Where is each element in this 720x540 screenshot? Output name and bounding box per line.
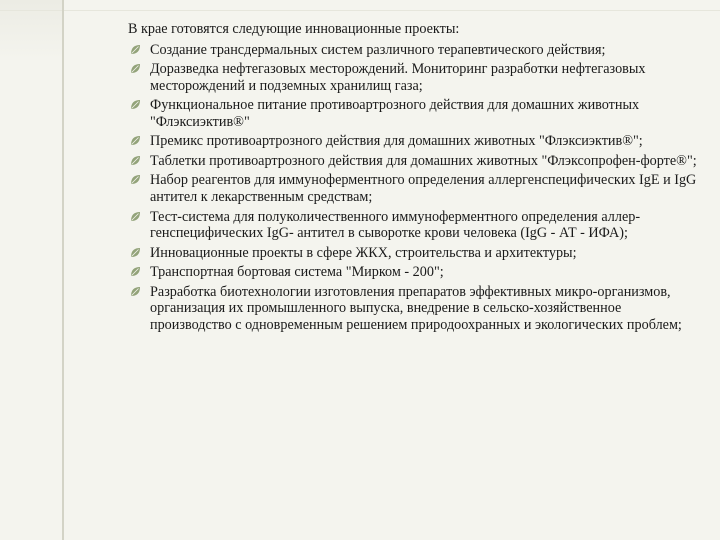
list-item xyxy=(128,264,700,281)
top-divider xyxy=(0,10,720,11)
corner-decoration xyxy=(0,0,62,60)
list-item-text: Создание трансдермальных систем различного терапевтического действия; xyxy=(150,41,606,58)
list-item xyxy=(128,245,700,262)
list-item-text: Разработка биотехнологии изготовления препаратов эффективных микро-организмов, организация их промышленного выпуска, внедрение в сельско-хозяйственное производство с одновременным решением природоохранных и экологических проблем; xyxy=(150,283,682,333)
list-item-text: Тест-система для полуколичественного иммуноферментного определения аллер-генспецифических IgG- антител в сыворотке крови человека (IgG - АТ - ИФА); xyxy=(150,208,641,242)
list-item xyxy=(128,61,700,94)
list-item xyxy=(128,209,700,242)
leaf-bullet-icon xyxy=(130,266,141,277)
list-item-text: Доразведка нефтегазовых месторождений. Мониторинг разработки нефтегазовых месторождений и подземных хранилищ газа; xyxy=(150,61,646,94)
list-item-text: Транспортная бортовая система "Мирком - 200"; xyxy=(150,264,444,281)
list-item-text: Премикс противоартрозного действия для домашних животных "Флэксиэктив®"; xyxy=(150,133,643,150)
leaf-bullet-icon xyxy=(130,135,141,146)
leaf-bullet-icon xyxy=(130,286,141,297)
left-divider xyxy=(62,0,64,540)
intro-text: В крае готовятся следующие инновационные проекты: xyxy=(128,21,460,37)
list-item-text: Функциональное питание противоартрозного действия для домашних животных "Флэксиэктив®" xyxy=(150,97,640,130)
list-item xyxy=(128,133,700,150)
projects-list xyxy=(128,42,700,334)
leaf-bullet-icon xyxy=(130,211,141,222)
list-item xyxy=(128,42,700,59)
list-item-text: Таблетки противоартрозного действия для домашних животных "Флэксопрофен-форте®"; xyxy=(150,152,697,169)
list-item-text: Набор реагентов для иммуноферментного определения аллергенспецифических IgE и IgG антител к лекарственным средствам; xyxy=(150,172,697,205)
leaf-bullet-icon xyxy=(130,44,141,55)
list-item-text: Инновационные проекты в сфере ЖКХ, строительства и архитектуры; xyxy=(150,244,577,261)
list-item xyxy=(128,172,700,205)
list-item xyxy=(128,153,700,170)
leaf-bullet-icon xyxy=(130,155,141,166)
list-item xyxy=(128,97,700,130)
leaf-bullet-icon xyxy=(130,63,141,74)
leaf-bullet-icon xyxy=(130,247,141,258)
leaf-bullet-icon xyxy=(130,99,141,110)
leaf-bullet-icon xyxy=(130,174,141,185)
list-item xyxy=(128,284,700,334)
slide-content xyxy=(128,20,700,336)
